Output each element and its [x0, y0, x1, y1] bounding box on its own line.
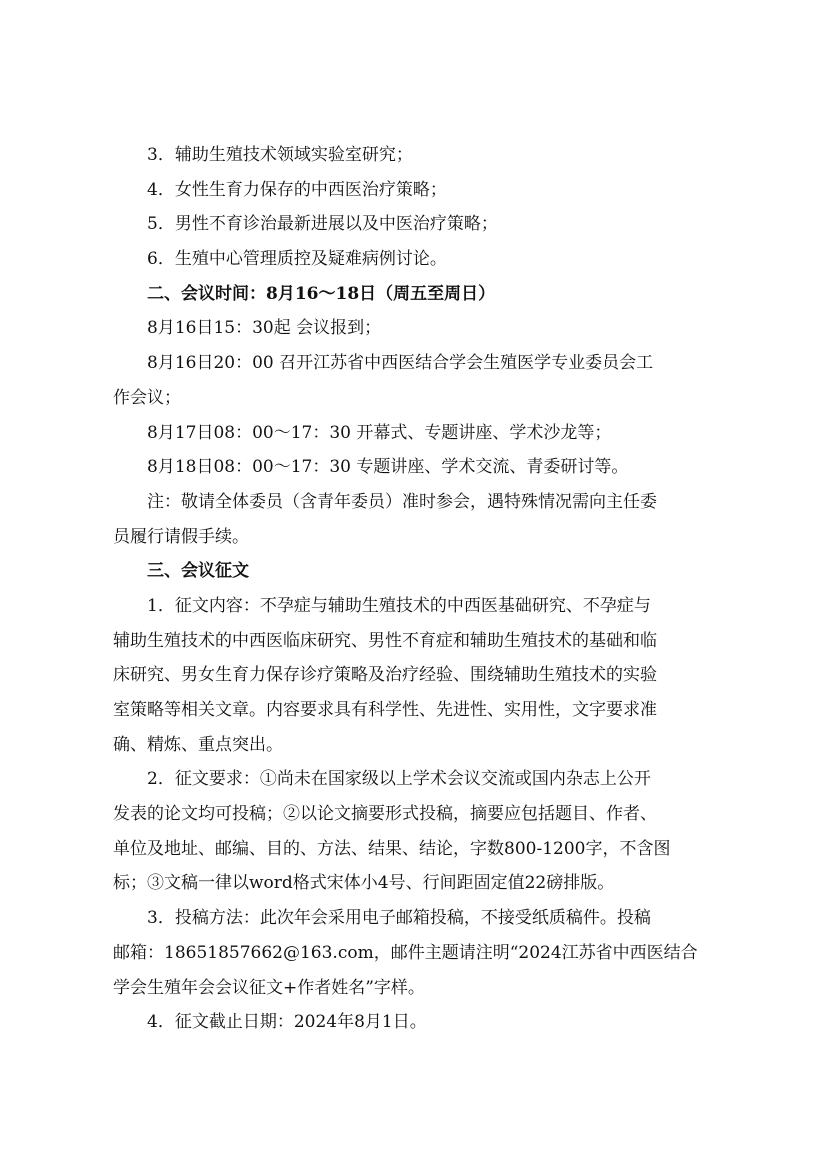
paragraph-line: 标；③文稿一律以word格式宋体小4号、行间距固定值22磅排版。 [113, 873, 615, 894]
paragraph-line: 1．征文内容：不孕症与辅助生殖技术的中西医基础研究、不孕症与 [147, 595, 651, 616]
section-heading-call-for-papers: 三、会议征文 [147, 561, 249, 582]
schedule-line-continued: 作会议； [113, 387, 181, 408]
paragraph-line: 学会生殖年会会议征文+作者姓名”字样。 [113, 977, 425, 998]
paragraph-line: 单位及地址、邮编、目的、方法、结果、结论，字数800-1200字，不含图 [113, 838, 671, 859]
schedule-line: 8月16日15：30起 会议报到； [147, 318, 382, 339]
paragraph-line: 床研究、男女生育力保存诊疗策略及治疗经验、围绕辅助生殖技术的实验 [113, 665, 657, 686]
paragraph-line: 邮箱：18651857662@163.com，邮件主题请注明“2024江苏省中西医结合 [113, 942, 698, 963]
topic-item-5: 5．男性不育诊治最新进展以及中医治疗策略； [147, 214, 498, 235]
document-body [113, 138, 723, 1040]
paragraph-line: 辅助生殖技术的中西医临床研究、男性不育症和辅助生殖技术的基础和临 [113, 630, 657, 651]
attendance-note: 注：敬请全体委员（含青年委员）准时参会，遇特殊情况需向主任委 [147, 491, 657, 512]
paragraph-line: 确、精炼、重点突出。 [113, 734, 283, 755]
paragraph-line: 发表的论文均可投稿；②以论文摘要形式投稿，摘要应包括题目、作者、 [113, 804, 657, 825]
topic-item-4: 4．女性生育力保存的中西医治疗策略； [147, 179, 447, 200]
schedule-line: 8月16日20：00 召开江苏省中西医结合学会生殖医学专业委员会工 [147, 353, 654, 374]
paragraph-line: 3．投稿方法：此次年会采用电子邮箱投稿，不接受纸质稿件。投稿 [147, 908, 651, 929]
deadline-line: 4．征文截止日期：2024年8月1日。 [147, 1012, 427, 1033]
schedule-line: 8月17日08：00～17：30 开幕式、专题讲座、学术沙龙等； [147, 422, 612, 443]
paragraph-line: 室策略等相关文章。内容要求具有科学性、先进性、实用性，文字要求准 [113, 700, 657, 720]
paragraph-line: 2．征文要求：①尚未在国家级以上学术会议交流或国内杂志上公开 [147, 769, 651, 790]
schedule-line: 8月18日08：00～17：30 专题讲座、学术交流、青委研讨等。 [147, 457, 629, 478]
section-heading-meeting-time: 二、会议时间：8月16～18日（周五至周日） [147, 283, 496, 304]
attendance-note-continued: 员履行请假手续。 [113, 526, 249, 547]
topic-item-3: 3．辅助生殖技术领域实验室研究； [147, 145, 413, 165]
topic-item-6: 6．生殖中心管理质控及疑难病例讨论。 [147, 249, 447, 270]
